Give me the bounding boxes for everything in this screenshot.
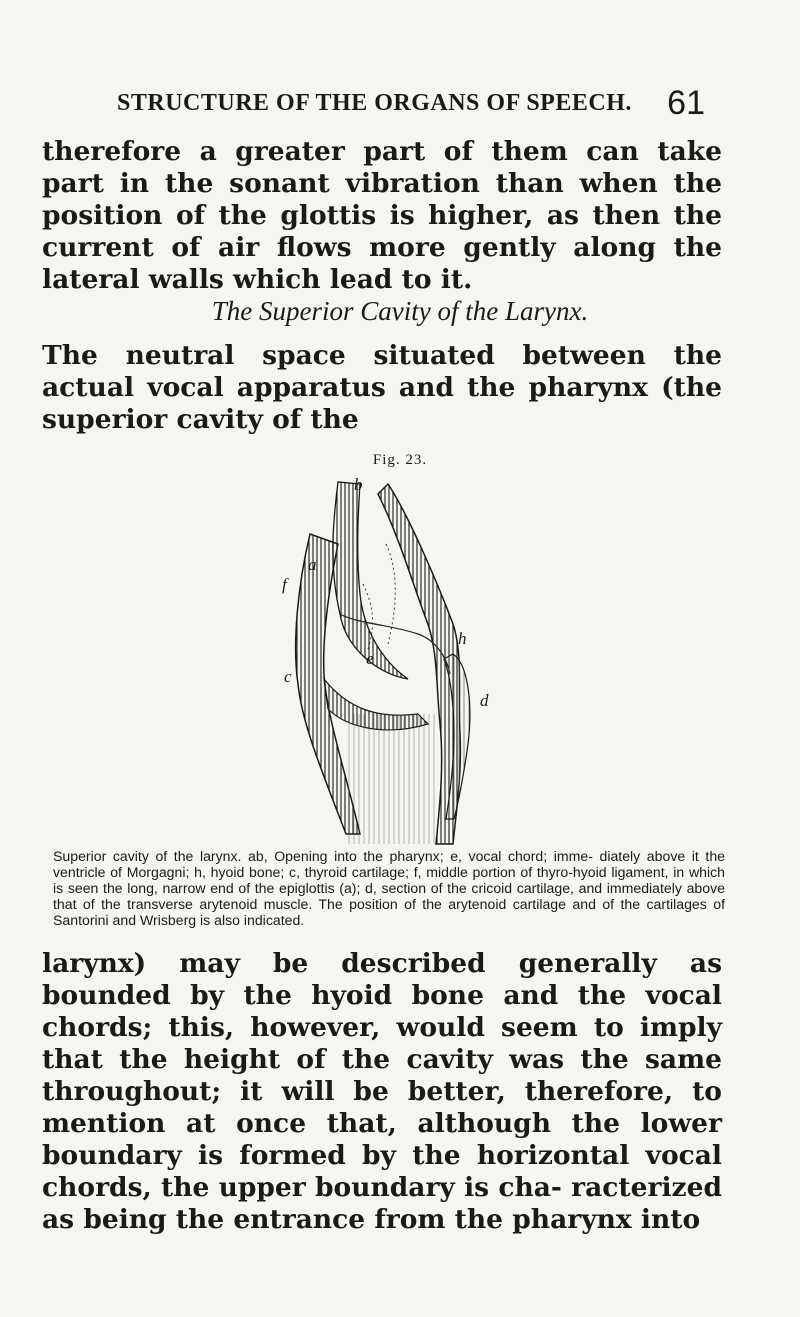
figure-label: Fig. 23. (372, 452, 428, 468)
figure-letter-b: b (354, 475, 363, 494)
figure-letter-e: e (366, 649, 374, 668)
figure-letter-c: c (284, 667, 292, 686)
larynx-illustration (268, 474, 513, 846)
paragraph-1: therefore a greater part of them can take part in the sonant vibration than when the position of the glottis is higher, as then the current of air flows more gently along the lateral walls which lead to it. (42, 136, 722, 295)
paragraph-2: The neutral space situated between the actual vocal apparatus and the pharynx (the superior cavity of the (42, 340, 722, 435)
section-heading: The Superior Cavity of the Larynx. (211, 296, 589, 326)
page-number: 61 (667, 84, 705, 122)
figure-letter-f: f (282, 575, 287, 594)
figure-letter-h: h (458, 629, 467, 648)
paragraph-3: larynx) may be described generally as bounded by the hyoid bone and the vocal chords; this, however, would seem to imply that the height of the cavity was the same throughout; it will be better, therefore, to mention at once that, although the lower boundary is formed by the horizontal vocal chords, the upper boundary is cha- racterized as being the entrance from the pharynx into (42, 948, 722, 1235)
figure-caption-text: Superior cavity of the larynx. ab, Opening into the pharynx; e, vocal chord; imme- diately above it the ventricle of Morgagni; h, hyoid bone; c, thyroid cartilage; f, middle portion of thyro-hyoid ligament, in which is seen the long, narrow end of the epiglottis (a); d, section of the cricoid cartilage, and immediately above that of the transverse arytenoid muscle. The position of the arytenoid cartilage and of the cartilages of Santorini and Wrisberg is also indicated. (53, 848, 725, 928)
running-head-title: STRUCTURE OF THE ORGANS OF SPEECH. (117, 90, 632, 116)
figure-letter-d: d (480, 691, 489, 710)
figure-caption (53, 848, 725, 928)
running-head (117, 84, 717, 124)
figure-letter-a: a (308, 555, 317, 574)
